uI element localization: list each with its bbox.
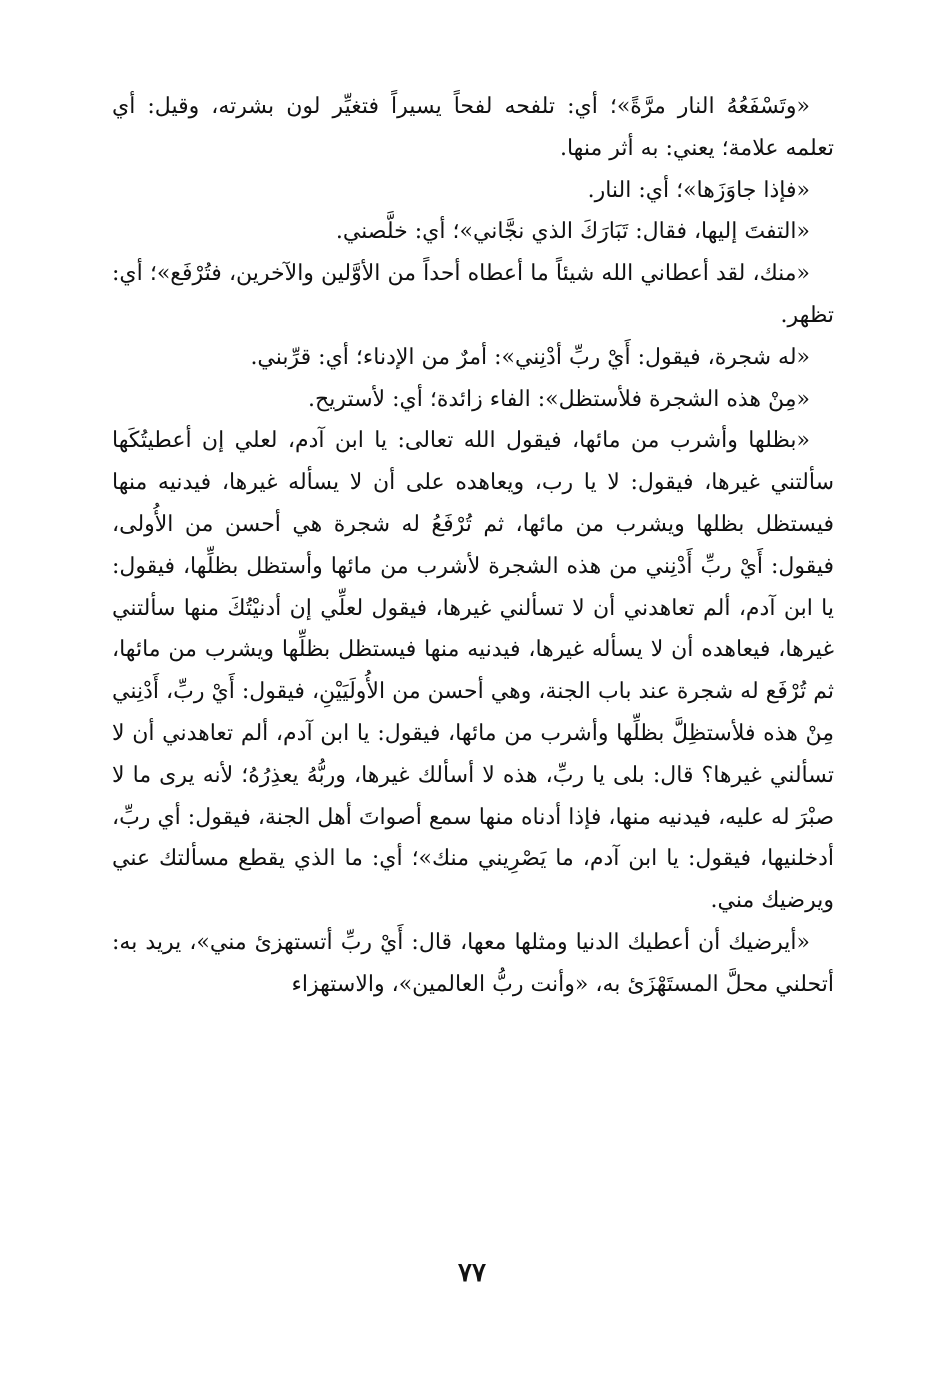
paragraph-5: «له شجرة، فيقول: أَيْ ربِّ أدْنِني»: أمرٌ من الإدناء؛ أي: قرِّبني.: [250, 344, 810, 370]
paragraph-4: «منك، لقد أعطاني الله شيئاً ما أعطاه أحداً من الأوَّلين والآخرين، فتُرْفَع»؛ أي: تظهر.: [112, 261, 834, 328]
paragraph-2: «فإذا جاوَزَها»؛ أي: النار.: [587, 177, 810, 203]
paragraph-6: «مِنْ هذه الشجرة فلأستظل»: الفاء زائدة؛ أي: لأستريح.: [308, 386, 810, 412]
paragraph-7: «بظلها وأشرب من مائها، فيقول الله تعالى: يا ابن آدم، لعلي إن أعطيتُكَها سألتني غيرها، فيقول: لا يا رب، ويعاهده على أن لا يسأله غيرها، فيدنيه منها فيستظل بظلها ويشرب من مائها، ثم تُرْفَعُ له شجرة هي أحسن من الأُولى، فيقول: أَيْ ربِّ أَدْنِني من هذه الشجرة لأشرب من مائها وأستظل بظلِّها، فيقول: يا ابن آدم، ألم تعاهدني أن لا تسألني غيرها، فيقول لعلِّي إن أدنيْتُكَ منها سألتني غيرها، فيعاهده أن لا يسأله غيرها، فيدنيه منها فيستظل بظلِّها ويشرب من مائها، ثم تُرْفَع له شجرة عند باب الجنة، وهي أحسن من الأُولَيَيْنِ، فيقول: أَيْ ربِّ، أَدْنِني مِنْ هذه فلأستظِلَّ بظلِّها وأشرب من مائها، فيقول: يا ابن آدم، ألم تعاهدني أن لا تسألني غيرها؟ قال: بلى يا ربِّ، هذه لا أسألك غيرها، وربُّهُ يعذِرُهُ؛ لأنه يرى ما لا صبْرَ له عليه، فيدنيه منها، فإذا أدناه منها سمع أصواتَ أهل الجنة، فيقول: أي ربِّ، أدخلنيها، فيقول: يا ابن آدم، ما يَصْرِيني منك»؛ أي: ما الذي يقطع مسألتك عني ويرضيك مني.: [112, 428, 835, 914]
paragraph-3: «التفتَ إليها، فقال: تَبَارَكَ الذي نجَّاني»؛ أي: خلَّصني.: [335, 219, 810, 245]
body-text: [112, 86, 834, 1006]
paragraph-1: «وتَسْفَعُهُ النار مرَّةً»؛ أي: تلفحه لفحاً يسيراً فتغيِّر لون بشرته، وقيل: أي تعلمه علامة؛ يعني: به أثر منها.: [112, 94, 834, 161]
page-number: ٧٧: [458, 1258, 486, 1288]
paragraph-8: «أيرضيك أن أعطيك الدنيا ومثلها معها، قال: أَيْ ربِّ أتستهزئ مني»، يريد به: أتحلني محلَّ المستَهْزَئ به، «وأنت ربُّ العالمين»، والاستهزاء: [112, 929, 834, 997]
